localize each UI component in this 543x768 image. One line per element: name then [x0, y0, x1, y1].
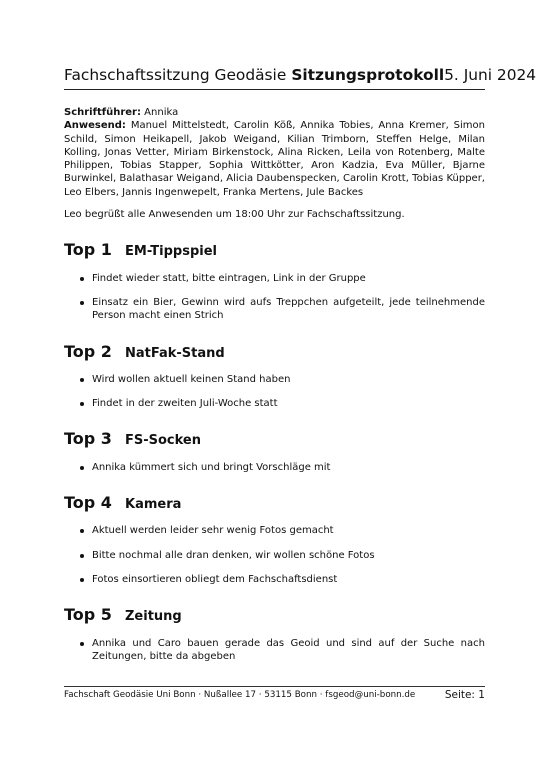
bullet-list	[64, 524, 485, 586]
agenda-items	[64, 240, 485, 663]
agenda-item-heading	[64, 493, 485, 513]
bullet-icon	[80, 466, 84, 470]
header-divider	[64, 89, 485, 90]
attendees-line	[64, 119, 485, 199]
bullet-text: Einsatz ein Bier, Gewinn wird aufs Treppchen aufgeteilt, jede teilnehmende Person macht einen Strich	[92, 296, 485, 322]
agenda-item-title: FS-Socken	[125, 433, 202, 449]
bullet-icon	[80, 277, 84, 281]
bullet-text: Findet in der zweiten Juli-Woche statt	[92, 398, 278, 410]
header-title: Fachschaftssitzung Geodäsie	[64, 66, 287, 84]
page-header	[64, 63, 537, 87]
writer-label: Schriftführer:	[64, 107, 141, 118]
bullet-text: Aktuell werden leider sehr wenig Fotos gemacht	[92, 525, 334, 537]
bullet-icon	[80, 642, 84, 646]
bullet-text: Annika kümmert sich und bringt Vorschläge mit	[92, 461, 331, 473]
footer-divider	[64, 686, 485, 687]
agenda-item	[64, 240, 485, 322]
bullet-list	[64, 373, 485, 411]
bullet-item	[64, 637, 485, 664]
bullet-item	[64, 397, 485, 410]
agenda-item-title: Zeitung	[125, 609, 182, 625]
bullet-text: Annika und Caro bauen gerade das Geoid und sind auf der Suche nach Zeitungen, bitte da abgeben	[92, 637, 485, 662]
footer-address: Fachschaft Geodäsie Uni Bonn · Nußallee 17 · 53115 Bonn · fsgeod@uni-bonn.de	[64, 690, 416, 700]
greeting-text: Leo begrüßt alle Anwesenden um 18:00 Uhr zur Fachschaftssitzung.	[64, 209, 405, 221]
bullet-text: Findet wieder statt, bitte eintragen, Link in der Gruppe	[92, 272, 366, 284]
bullet-text: Wird wollen aktuell keinen Stand haben	[92, 373, 291, 385]
agenda-item-number: Top 3	[64, 429, 112, 449]
agenda-item-title: EM-Tippspiel	[125, 244, 218, 260]
agenda-item	[64, 341, 485, 411]
bullet-text: Fotos einsortieren obliegt dem Fachschaftsdienst	[92, 573, 338, 585]
protocol-body	[64, 106, 485, 663]
header-doc-type: Sitzungsprotokoll	[291, 66, 445, 84]
attendees-label: Anwesend:	[64, 120, 126, 132]
agenda-item-heading	[64, 605, 485, 625]
bullet-icon	[80, 529, 84, 533]
agenda-item	[64, 429, 485, 474]
bullet-icon	[80, 402, 84, 406]
writer-line	[64, 106, 485, 119]
agenda-item	[64, 493, 485, 586]
bullet-item	[64, 573, 485, 586]
agenda-item-title: NatFak-Stand	[125, 345, 225, 361]
agenda-item	[64, 605, 485, 663]
writer-name: Annika	[144, 107, 179, 118]
attendees-list: Manuel Mittelstedt, Carolin Köß, Annika Tobies, Anna Kremer, Simon Schild, Simon Heikapell, Jakob Weigand, Kilian Trimborn, Steffen Helge, Milan Kolling, Jonas Vetter, Miriam Birkenstock, Alina Ricken, Leila von Rotenberg, Malte Philippen, Tobias Stapper, Sophia Wittkötter, Aron Kadzia, Eva Müller, Bjarne Burwinkel, Balathasar Weigand, Alicia Daubenspecken, Carolin Krott, Tobias Küpper, Leo Elbers, Jannis Ingenwepelt, Franka Mertens, Jule Backes	[64, 120, 486, 198]
agenda-item-number: Top 4	[64, 493, 112, 513]
header-title-group	[64, 66, 444, 84]
bullet-item	[64, 296, 485, 323]
bullet-item	[64, 373, 485, 386]
footer-page-number: Seite: 1	[444, 689, 485, 701]
agenda-item-number: Top 5	[64, 605, 112, 625]
meta-block	[64, 106, 485, 199]
page-footer	[64, 690, 485, 701]
bullet-text: Bitte nochmal alle dran denken, wir wollen schöne Fotos	[92, 549, 375, 561]
header-date: 5. Juni 2024	[444, 66, 537, 84]
agenda-item-number: Top 1	[64, 240, 112, 260]
bullet-item	[64, 461, 485, 474]
bullet-list	[64, 637, 485, 664]
agenda-item-heading	[64, 240, 485, 260]
agenda-item-number: Top 2	[64, 341, 112, 361]
bullet-item	[64, 524, 485, 537]
agenda-item-heading	[64, 341, 485, 361]
bullet-item	[64, 549, 485, 562]
agenda-item-heading	[64, 429, 485, 449]
bullet-list	[64, 461, 485, 474]
bullet-icon	[80, 378, 84, 382]
agenda-item-title: Kamera	[125, 497, 182, 513]
bullet-item	[64, 272, 485, 285]
bullet-icon	[80, 301, 84, 305]
bullet-list	[64, 272, 485, 323]
bullet-icon	[80, 554, 84, 558]
bullet-icon	[80, 578, 84, 582]
